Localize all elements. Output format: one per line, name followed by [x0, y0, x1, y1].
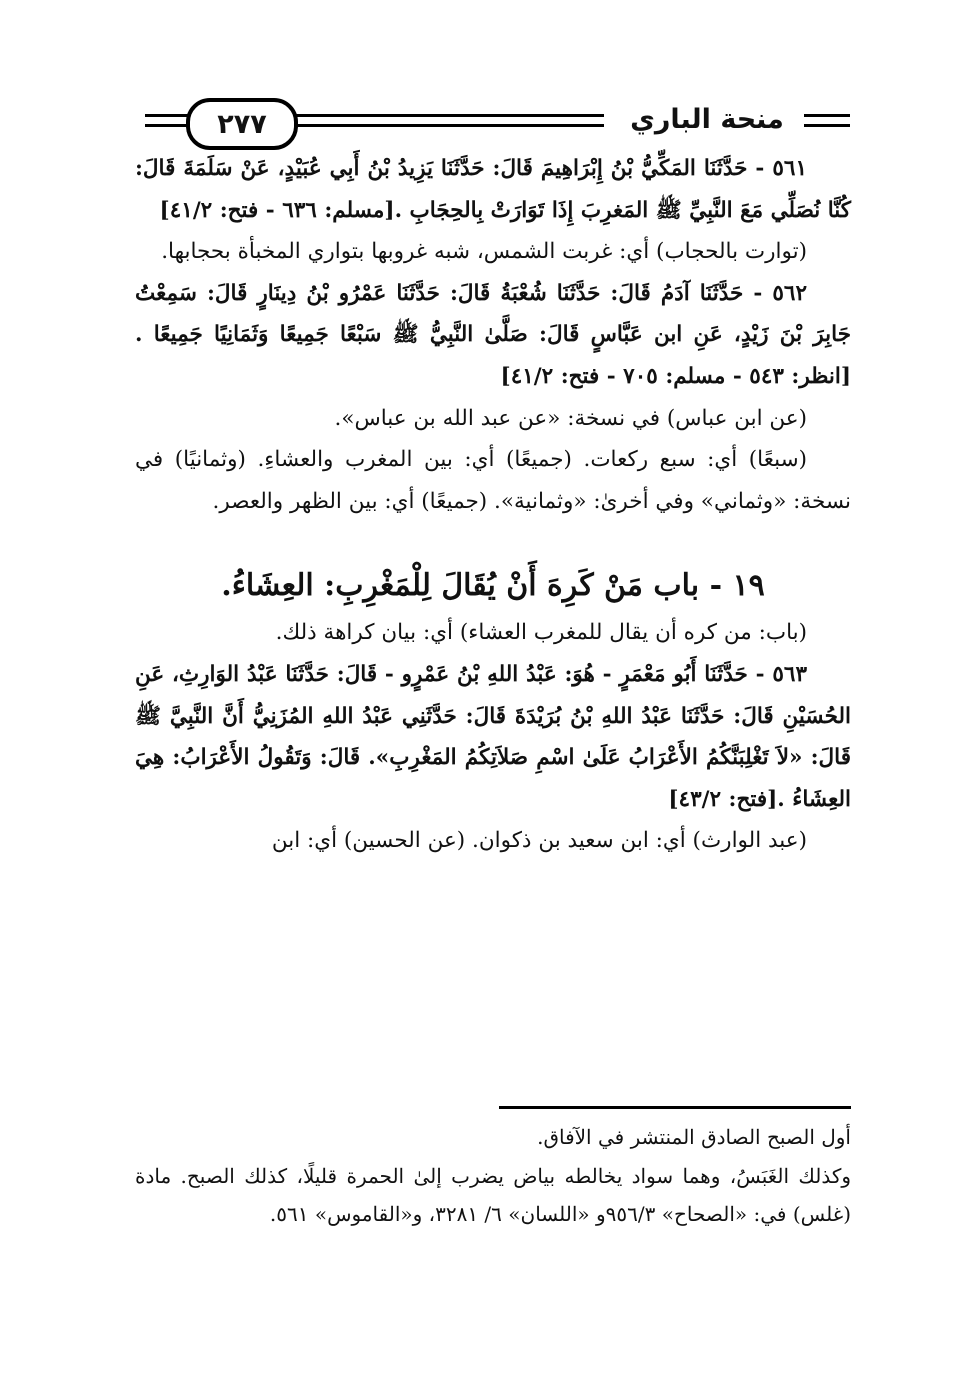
footnote-line-2: وكذلك الغَبَسُ، وهما سواد يخالطه بياض يضرب إلىٰ الحمرة قليلًا، كذلك الصبح. مادة (غلس) في: «الصحاح» ٩٥٦/٣و «اللسان» ٦/ ٣٢٨١، و«القاموس» ٥٦١. — [135, 1163, 851, 1226]
book-title: منحة الباري — [630, 104, 784, 135]
explanation-chapter: (باب: من كره أن يقال للمغرب العشاء) أي: بيان كراهة ذلك. — [275, 620, 807, 646]
header-rule-middle-top — [290, 114, 604, 117]
hadith-561: ٥٦١ - حَدَّثَنَا المَكِّيُّ بْنُ إِبْرَاهِيمَ قَالَ: حَدَّثَنَا يَزِيدُ بْنُ أَبِي عُبَيْدٍ، عَنْ سَلَمَةَ قَالَ: كُنَّا نُصَلِّي مَعَ النَّبِيِّ ﷺ المَغرِبَ إِذَا تَوَارَتْ بِالحِجَابِ .[مسلم: ٦٣٦ - فتح: ٤١/٢] — [135, 156, 851, 223]
explanation-562-meaning: (سبعًا) أي: سبع ركعات. (جميعًا) أي: بين المغرب والعشاءِ. (وثمانيًا) في نسخة: «وثماني» وفي أخرىٰ: «وثمانية». (جميعًا) أي: بين الظهر والعصر. — [135, 447, 851, 514]
header-rule-middle-bottom — [290, 124, 604, 127]
footnote-line-1: أول الصبح الصادق المنتشر في الآفاق. — [537, 1125, 851, 1149]
page-header — [0, 0, 956, 160]
header-rule-right-bottom — [804, 124, 850, 127]
hadith-563: ٥٦٣ - حَدَّثَنَا أَبُو مَعْمَرٍ - هُوَ: عَبْدُ اللهِ بْنُ عَمْرٍو - قَالَ: حَدَّثَنَا عَبْدُ الوَارِثِ، عَنِ الحُسَيْنِ قَالَ: حَدَّثَنَا عَبْدُ اللهِ بْنُ بُرَيْدَةَ قَالَ: حَدَّثَنِي عَبْدُ اللهِ المُزَنِيُّ أَنَّ النَّبِيَّ ﷺ قَالَ: «لاَ تَغْلِبَنَّكُمُ الأَعْرَابُ عَلَىٰ اسْمِ صَلاَتِكُمُ المَغْرِبِ». قَالَ: وَتَقُولُ الأَعْرَابُ: هِيَ العِشَاءُ .[فتح: ٤٣/٢] — [135, 661, 851, 812]
explanation-561: (توارت بالحجاب) أي: غربت الشمس، شبه غروبها بتواري المخبأة بحجابها. — [161, 239, 807, 265]
hadith-562: ٥٦٢ - حَدَّثَنَا آدَمُ قَالَ: حَدَّثَنَا شُعْبَةُ قَالَ: حَدَّثَنَا عَمْرُو بْنُ دِينَارٍ قَالَ: سَمِعْتُ جَابِرَ بْنَ زَيْدٍ، عَنِ ابن عَبَّاسٍ قَالَ: صَلَّىٰ النَّبِيُّ ﷺ سَبْعًا جَمِيعًا وَثَمَانِيًا جَمِيعًا .[انظر: ٥٤٣ - مسلم: ٧٠٥ - فتح: ٤١/٢] — [135, 280, 851, 389]
explanation-562-narrator: (عن ابن عباس) في نسخة: «عن عبد الله بن عباس». — [334, 405, 807, 431]
explanation-563: (عبد الوارث) أي: ابن سعيد بن ذكوان. (عن الحسين) أي: ابن — [271, 828, 807, 854]
header-rule-left-bottom — [145, 124, 190, 127]
footnotes — [135, 1118, 851, 1234]
header-rule-left-top — [145, 114, 190, 117]
header-rule-right-top — [804, 114, 850, 117]
page-number: ٢٧٧ — [186, 98, 298, 150]
footnote-separator — [499, 1106, 851, 1109]
page-body — [135, 148, 851, 862]
chapter-heading: ١٩ - باب مَنْ كَرِهَ أَنْ يُقَالَ لِلْمَغْرِبِ: العِشَاءُ. — [221, 568, 765, 604]
